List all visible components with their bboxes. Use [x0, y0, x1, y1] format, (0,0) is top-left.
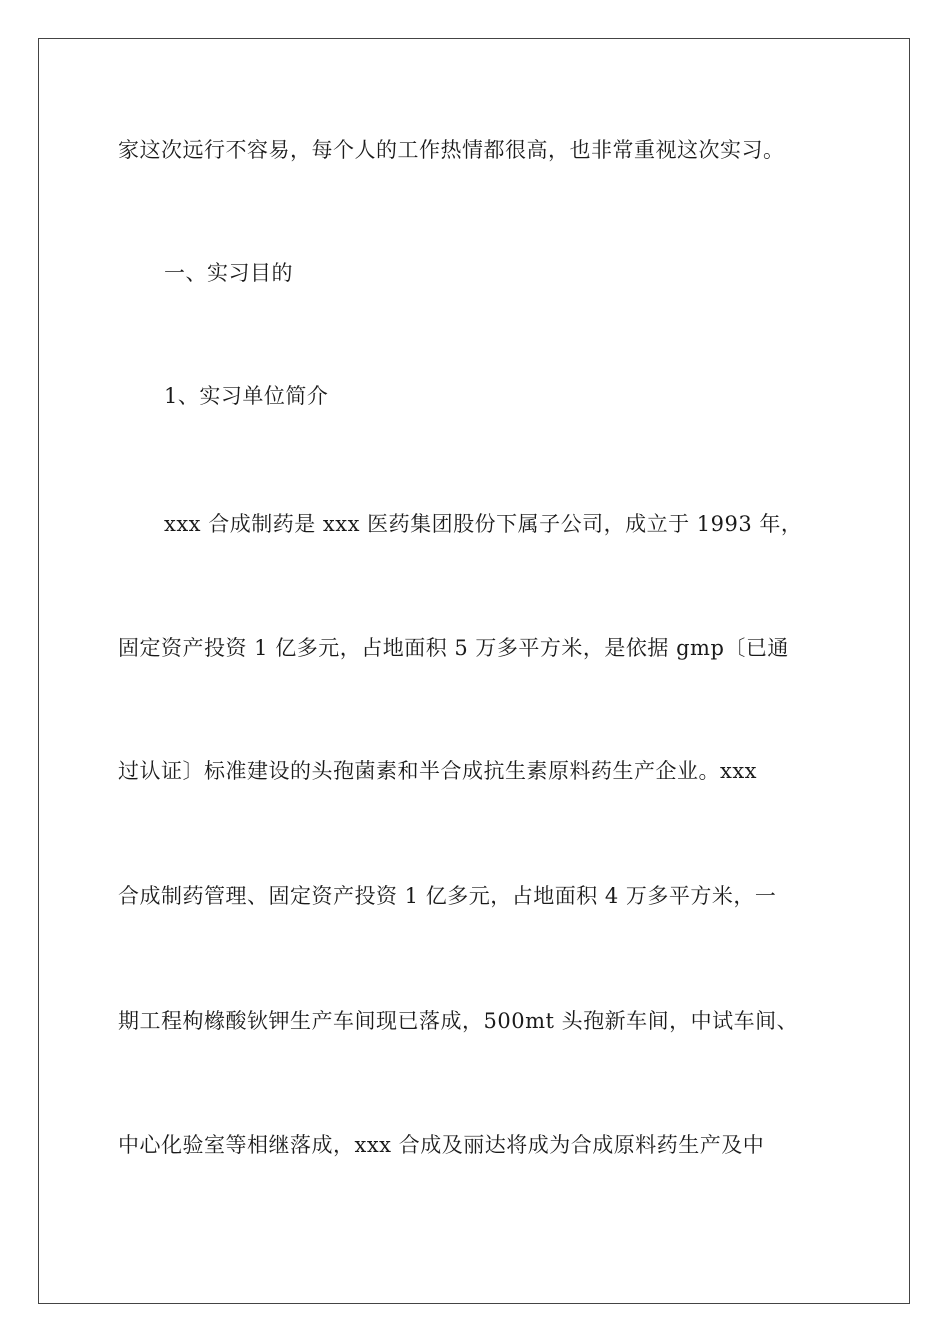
subsection-heading: 1、实习单位简介	[164, 384, 329, 408]
body-text-line: 合成制药管理、固定资产投资 1 亿多元，占地面积 4 万多平方米，一	[118, 884, 777, 908]
body-text-line: xxx 合成制药是 xxx 医药集团股份下属子公司，成立于 1993 年，	[164, 512, 803, 536]
body-text-line: 固定资产投资 1 亿多元，占地面积 5 万多平方米，是依据 gmp〔已通	[118, 636, 789, 660]
paragraph-continuation-line: 家这次远行不容易，每个人的工作热情都很高，也非常重视这次实习。	[118, 138, 785, 162]
body-text-line: 期工程枸橼酸钬钾生产车间现已落成，500mt 头孢新车间，中试车间、	[118, 1009, 799, 1033]
page-border	[38, 38, 910, 1304]
body-text-line: 中心化验室等相继落成，xxx 合成及丽达将成为合成原料药生产及中	[118, 1133, 765, 1157]
body-text-line: 过认证〕标准建设的头孢菌素和半合成抗生素原料药生产企业。xxx	[118, 759, 758, 783]
section-heading: 一、实习目的	[164, 261, 293, 285]
